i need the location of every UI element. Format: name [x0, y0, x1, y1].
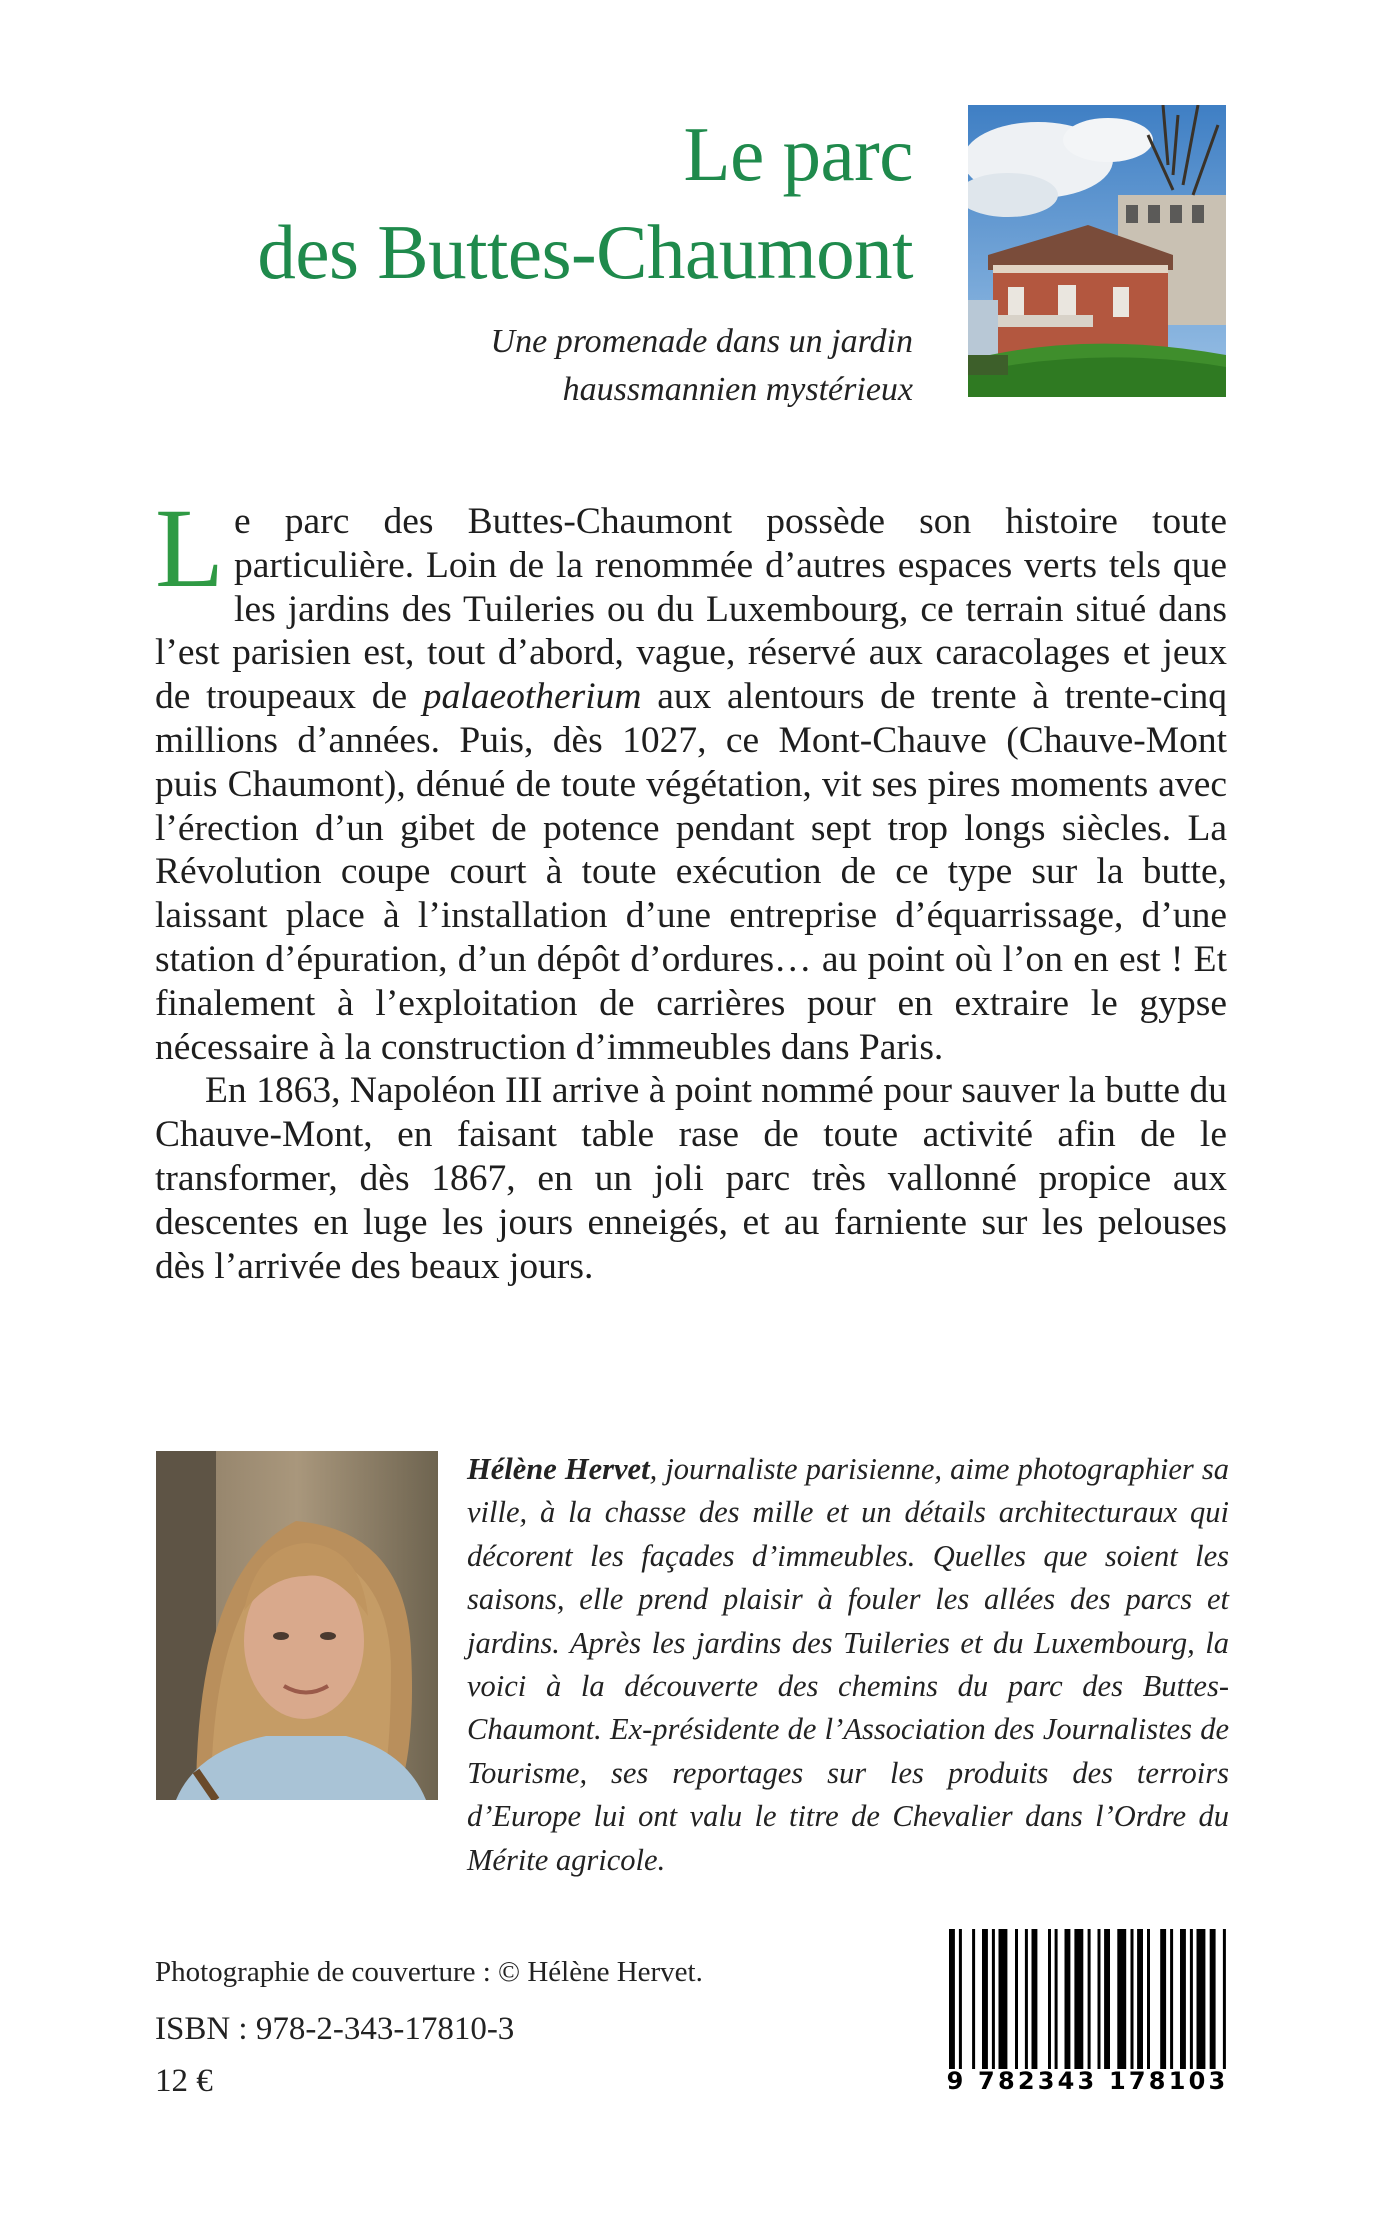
barcode-bar [1048, 1929, 1051, 2069]
title-line-2: des Buttes-Chaumont [257, 209, 913, 295]
barcode-bar [1032, 1929, 1038, 2069]
blurb-p1-part-a: e parc des Buttes-Chaumont possède son histoire toute particulière. Loin de la renommée d’autres espaces verts tels que les jardins des Tuileries ou du Luxembourg, ce terrain situé dans l’est parisien est, tout d’abord, vague, réservé aux caracolages et jeux de troupeaux de [155, 501, 1227, 718]
book-subtitle [491, 318, 913, 414]
barcode-bar [1180, 1929, 1186, 2069]
barcode-bar [982, 1929, 988, 2069]
barcode-bar [1170, 1929, 1173, 2069]
book-title [257, 105, 913, 301]
barcode-bar [1210, 1929, 1216, 2069]
blurb-p1-italic-term: palaeotherium [422, 676, 642, 718]
author-bio [467, 1448, 1229, 1882]
barcode-bar [999, 1929, 1008, 2069]
barcode-bar [1197, 1929, 1206, 2069]
subtitle-line-2: haussmannien mystérieux [562, 371, 913, 408]
back-cover-blurb [155, 486, 1228, 1288]
barcode-bar [1088, 1929, 1091, 2069]
isbn: ISBN : 978-2-343-17810-3 [155, 2011, 515, 2047]
blurb-p1-part-b: aux alentours de trente à trente-cinq millions d’années. Puis, dès 1027, ce Mont-Chauve (Chauve-Mont puis Chaumont), dénué de toute végétation, vit ses pires moments avec l’érection d’un gibet de potence pendant sept trop longs siècles. La Révolution coupe court à toute exécution de ce type sur la butte, laissant place à l’installation d’une entreprise d’équarrissage, d’une station d’épuration, d’un dépôt d’ordures… au point où l’on en est ! Et finalement à l’exploitation de carrières pour en extraire le gypse nécessaire à la construction d’immeubles dans Paris. [155, 676, 1228, 1068]
barcode-bar [1190, 1929, 1193, 2069]
author-bio-text: , journaliste parisienne, aime photographier sa ville, à la chasse des mille et un détails architecturaux qui décorent les façades d’immeubles. Quelles que soient les saisons, elle prend plaisir à fouler les allées des parcs et jardins. Après les jardins des Tuileries et du Luxembourg, la voici à la découverte des chemins du parc des Buttes-Chaumont. Ex-présidente de l’Association des Journalistes de Tourisme, ses reportages sur les produits des terroirs d’Europe lui ont valu le titre de Chevalier dans l’Ordre du Mérite agricole. [467, 1452, 1229, 1877]
price: 12 € [155, 2063, 213, 2099]
author-portrait-photo [156, 1451, 438, 1800]
barcode-bar [1015, 1929, 1018, 2069]
drop-cap: L [155, 486, 225, 611]
barcode-bar [1098, 1929, 1101, 2069]
barcode-bar [1025, 1929, 1028, 2069]
author-name: Hélène Hervet [467, 1452, 650, 1486]
barcode-bar [1117, 1929, 1126, 2069]
barcode-bar [992, 1929, 995, 2069]
barcode-digits: 9 782343 178103 [946, 2067, 1229, 2095]
barcode-bar [1065, 1929, 1071, 2069]
barcode-bar [1223, 1929, 1226, 2069]
barcode-bar [949, 1929, 955, 2069]
subtitle-line-1: Une promenade dans un jardin [490, 323, 913, 360]
barcode-bar [1131, 1929, 1134, 2069]
blurb-paragraph-1 [155, 486, 1228, 1069]
barcode-bar [1160, 1929, 1166, 2069]
photo-credit: Photographie de couverture : © Hélène Hervet. [155, 1956, 703, 1988]
barcode-bar [1104, 1929, 1110, 2069]
barcode-bar [1147, 1929, 1150, 2069]
barcode-bar [1137, 1929, 1143, 2069]
title-line-1: Le parc [683, 111, 913, 197]
building-in-park-photo [968, 105, 1226, 397]
barcode-bar [959, 1929, 962, 2069]
barcode-bar [1055, 1929, 1058, 2069]
blurb-paragraph-2: En 1863, Napoléon III arrive à point nommé pour sauver la butte du Chauve-Mont, en faisant table rase de toute activité afin de le transformer, dès 1867, en un joli parc très vallonné propice aux descentes en luge les jours enneigés, et au farniente sur les pelouses dès l’arrivée des beaux jours. [155, 1070, 1227, 1287]
barcode-bar [1074, 1929, 1083, 2069]
barcode-bar [972, 1929, 975, 2069]
